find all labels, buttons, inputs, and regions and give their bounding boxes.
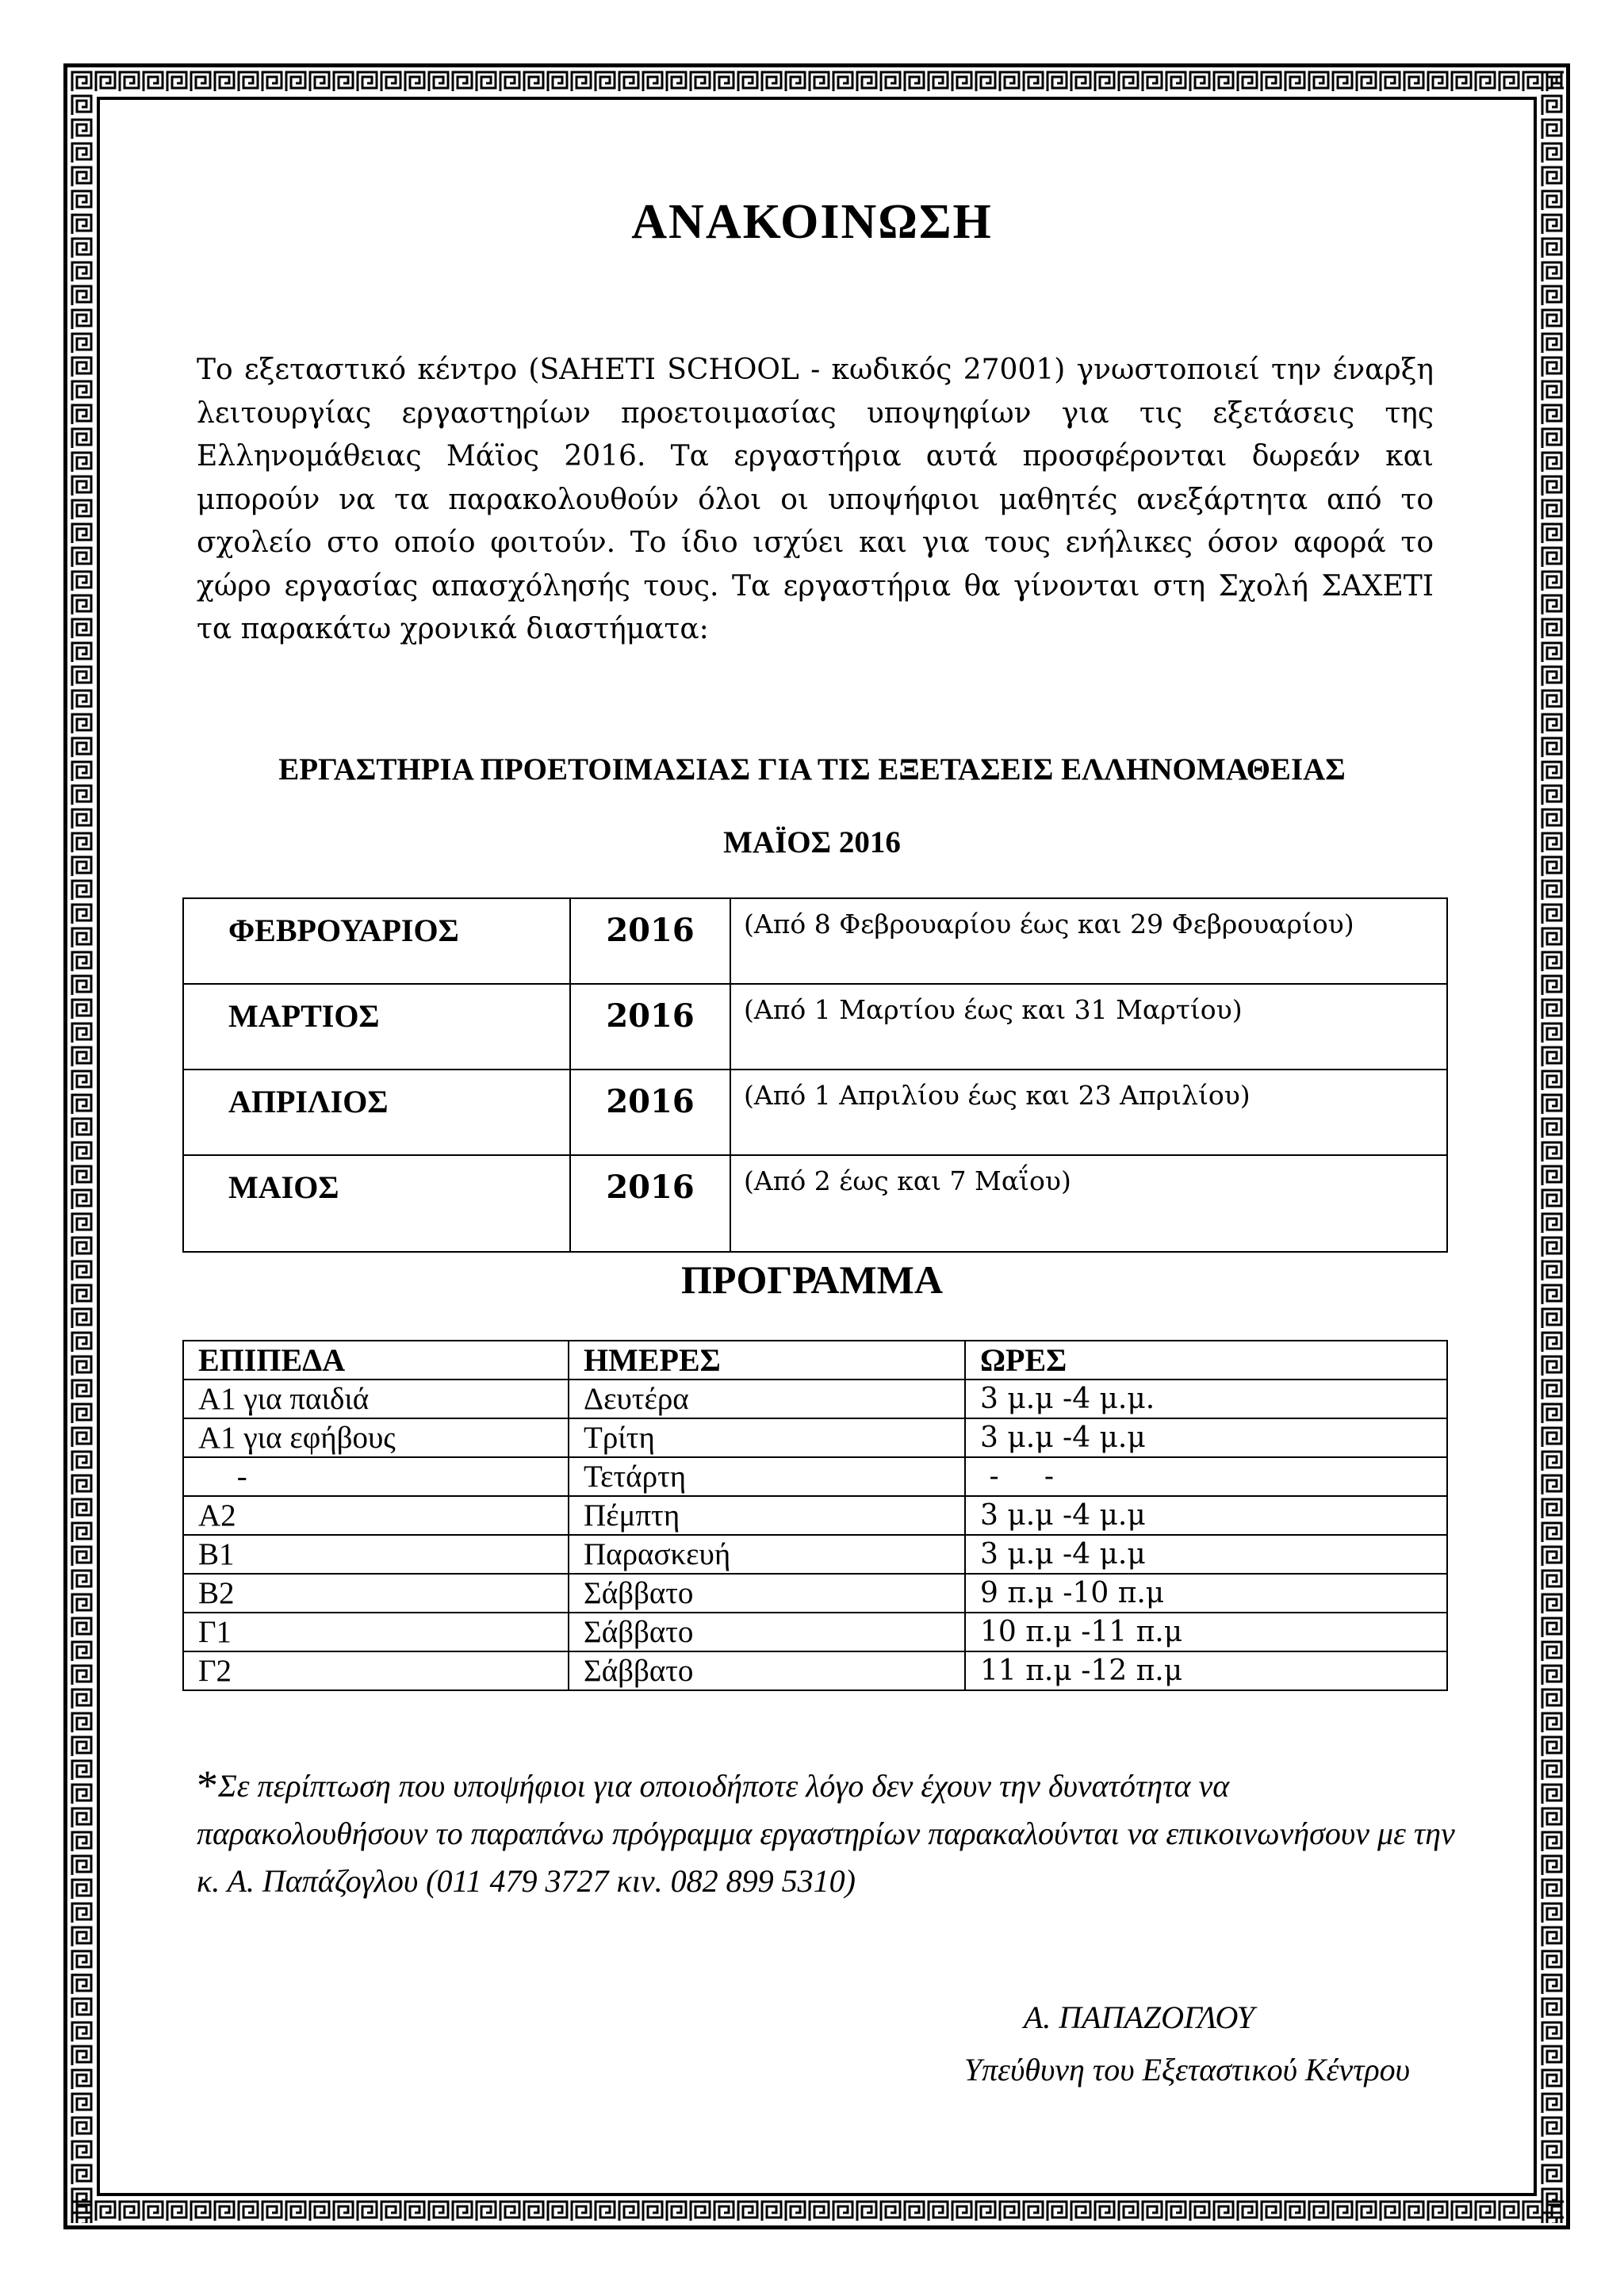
hours-cell: 10 π.μ -11 π.μ bbox=[965, 1613, 1447, 1651]
header-levels: ΕΠΙΠΕΔΑ bbox=[183, 1341, 569, 1380]
hours-cell: - - bbox=[965, 1457, 1447, 1496]
month-range: (Από 2 έως και 7 Μαΐου) bbox=[730, 1155, 1447, 1252]
table-row bbox=[183, 898, 1447, 984]
table-row bbox=[183, 1070, 1447, 1155]
meander-pattern-top bbox=[70, 70, 1564, 94]
hours-cell: 9 π.μ -10 π.μ bbox=[965, 1574, 1447, 1613]
table-row bbox=[183, 1613, 1447, 1651]
workshops-heading: ΕΡΓΑΣΤΗΡΙΑ ΠΡΟΕΤΟΙΜΑΣΙΑΣ ΓΙΑ ΤΙΣ ΕΞΕΤΑΣΕΙΣ ΕΛΛΗΝΟΜΑΘΕΙΑΣ bbox=[278, 752, 1346, 786]
level-cell: Α1 για εφήβους bbox=[183, 1418, 569, 1457]
program-title: ΠΡΟΓΡΑΜΜΑ bbox=[681, 1257, 943, 1302]
workshops-subheading: ΜΑΪΟΣ 2016 bbox=[723, 825, 901, 859]
level-cell: Β1 bbox=[183, 1535, 569, 1574]
month-range: (Από 1 Απριλίου έως και 23 Απριλίου) bbox=[730, 1070, 1447, 1155]
month-name: ΜΑΙΟΣ bbox=[183, 1155, 570, 1252]
asterisk-mark: * bbox=[197, 1762, 218, 1809]
meander-pattern-bottom bbox=[70, 2199, 1564, 2223]
level-cell: Γ2 bbox=[183, 1651, 569, 1690]
signatory-role: Υπεύθυνη του Εξεταστικού Κέντρου bbox=[963, 2052, 1410, 2087]
month-name: ΜΑΡΤΙΟΣ bbox=[183, 984, 570, 1070]
intro-paragraph: Το εξεταστικό κέντρο (SAHETI SCHOOL - κωδικός 27001) γνωστοποιεί την έναρξη λειτουργίας εργαστηρίων προετοιμασίας υποψηφίων για τις εξετάσεις της Ελληνομάθειας Μάϊος 2016. Τα εργαστήρια αυτά προσφέρονται δωρεάν και μπορούν να τα παρακολουθούν όλοι οι υποψήφιοι μαθητές ανεξάρτητα από το σχολείο στο οποίο φοιτούν. Το ίδιο ισχύει και για τους ενήλικες όσον αφορά το χώρο εργασίας απασχόλησής τους. Τα εργαστήρια θα γίνονται στη Σχολή ΣΑΧΕΤΙ τα παρακάτω χρονικά διαστήματα: bbox=[197, 354, 1434, 645]
day-cell: Τετάρτη bbox=[569, 1457, 965, 1496]
hours-cell: 3 μ.μ -4 μ.μ bbox=[965, 1496, 1447, 1535]
footnote bbox=[197, 1762, 1465, 1905]
day-cell: Παρασκευή bbox=[569, 1535, 965, 1574]
header-days: ΗΜΕΡΕΣ bbox=[569, 1341, 965, 1380]
footnote-text: Σε περίπτωση που υποψήφιοι για οποιοδήποτε λόγο δεν έχουν την δυνατότητα να παρακολουθήσουν το παραπάνω πρόγραμμα εργαστηρίων παρακαλούνται να επικοινωνήσουν με την κ. Α. Παπάζογλου (011 479 3727 κιν. 082 899 5310) bbox=[197, 1768, 1455, 1899]
hours-cell: 3 μ.μ -4 μ.μ bbox=[965, 1535, 1447, 1574]
month-year: 2016 bbox=[570, 1155, 730, 1252]
month-year: 2016 bbox=[570, 984, 730, 1070]
month-year: 2016 bbox=[570, 1070, 730, 1155]
table-row bbox=[183, 984, 1447, 1070]
level-cell: Γ1 bbox=[183, 1613, 569, 1651]
table-row bbox=[183, 1418, 1447, 1457]
table-row bbox=[183, 1496, 1447, 1535]
signatory-name: Α. ΠΑΠΑΖΟΓΛΟΥ bbox=[1023, 1999, 1254, 2035]
page-title: ΑΝΑΚΟΙΝΩΣΗ bbox=[631, 195, 993, 249]
day-cell: Σάββατο bbox=[569, 1613, 965, 1651]
month-name: ΦΕΒΡΟΥΑΡΙΟΣ bbox=[183, 898, 570, 984]
day-cell: Σάββατο bbox=[569, 1574, 965, 1613]
signature-block bbox=[964, 1992, 1410, 2096]
table-row bbox=[183, 1574, 1447, 1613]
header-hours: ΩΡΕΣ bbox=[965, 1341, 1447, 1380]
table-row bbox=[183, 1155, 1447, 1252]
program-table bbox=[182, 1340, 1448, 1691]
table-header-row bbox=[183, 1341, 1447, 1380]
month-range: (Από 1 Μαρτίου έως και 31 Μαρτίου) bbox=[730, 984, 1447, 1070]
meander-pattern-left bbox=[70, 70, 94, 2223]
level-cell: Α1 για παιδιά bbox=[183, 1380, 569, 1418]
month-year: 2016 bbox=[570, 898, 730, 984]
meander-pattern-right bbox=[1540, 70, 1564, 2223]
day-cell: Δευτέρα bbox=[569, 1380, 965, 1418]
months-table bbox=[182, 897, 1448, 1253]
level-cell: Α2 bbox=[183, 1496, 569, 1535]
day-cell: Σάββατο bbox=[569, 1651, 965, 1690]
day-cell: Πέμπτη bbox=[569, 1496, 965, 1535]
table-row bbox=[183, 1457, 1447, 1496]
level-cell: - bbox=[183, 1457, 569, 1496]
level-cell: Β2 bbox=[183, 1574, 569, 1613]
month-range: (Από 8 Φεβρουαρίου έως και 29 Φεβρουαρίου) bbox=[730, 898, 1447, 984]
hours-cell: 11 π.μ -12 π.μ bbox=[965, 1651, 1447, 1690]
table-row bbox=[183, 1380, 1447, 1418]
hours-cell: 3 μ.μ -4 μ.μ bbox=[965, 1418, 1447, 1457]
table-row bbox=[183, 1651, 1447, 1690]
table-row bbox=[183, 1535, 1447, 1574]
hours-cell: 3 μ.μ -4 μ.μ. bbox=[965, 1380, 1447, 1418]
month-name: ΑΠΡΙΛΙΟΣ bbox=[183, 1070, 570, 1155]
day-cell: Τρίτη bbox=[569, 1418, 965, 1457]
